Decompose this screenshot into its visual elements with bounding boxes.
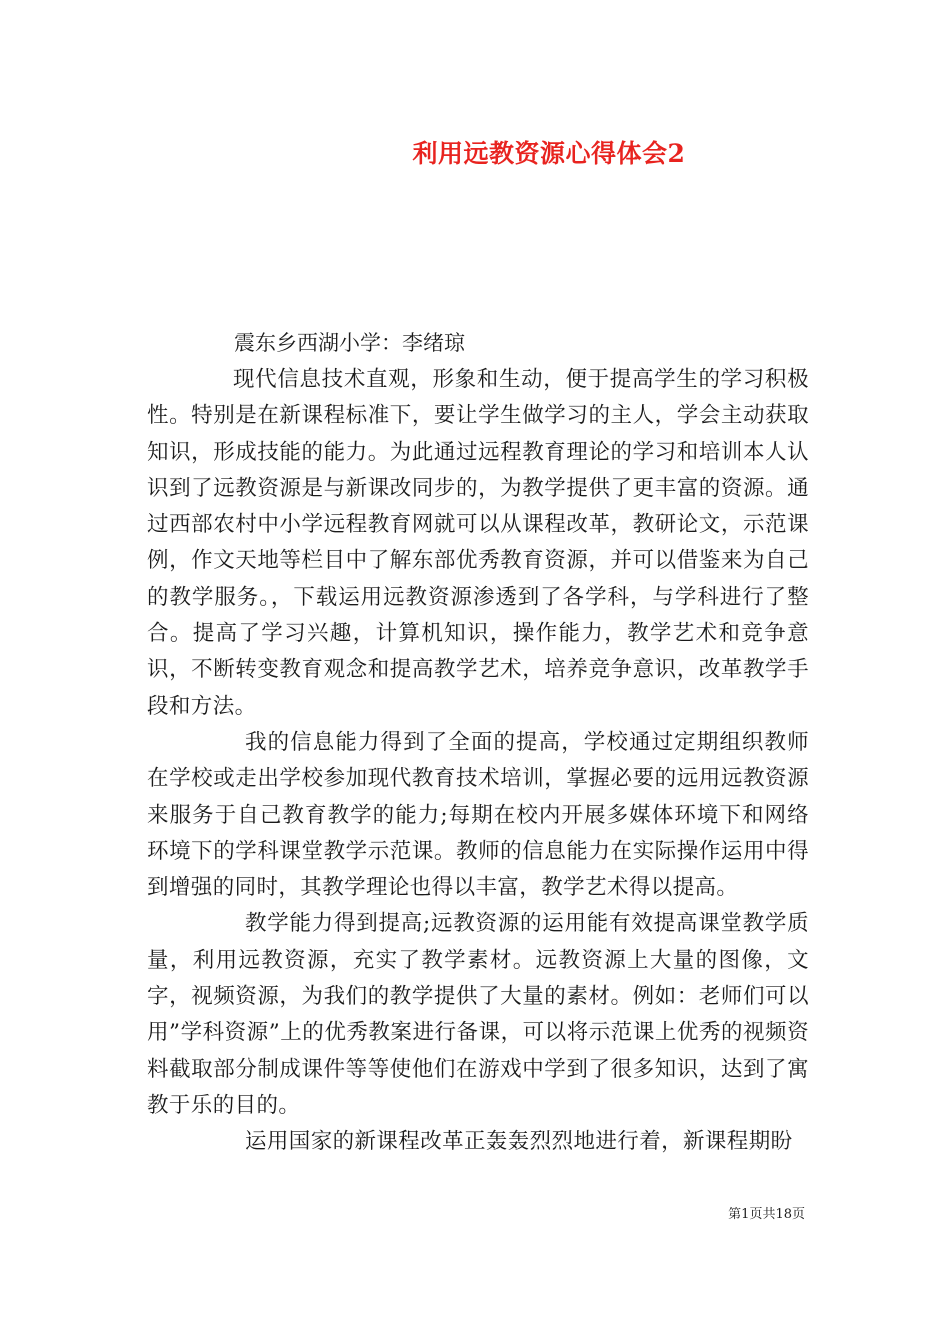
document-title: 利用远教资源心得体会2 (412, 139, 686, 168)
document-body (147, 362, 809, 1161)
paragraph-4: 运用国家的新课程改革正轰轰烈烈地进行着，新课程期盼 (245, 1129, 793, 1155)
paragraph-1: 现代信息技术直观，形象和生动，便于提高学生的学习积极性。特别是在新课程标准下，要让学生做学习的主人，学会主动获取知识，形成技能的能力。为此通过远程教育理论的学习和培训本人认识到了远教资源是与新课改同步的，为教学提供了更丰富的资源。通过西部农村中小学远程教育网就可以从课程改革，教研论文，示范课例，作文天地等栏目中了解东部优秀教育资源，并可以借鉴来为自己的教学服务。，下载运用远教资源渗透到了各学科，与学科进行了整合。提高了学习兴趣，计算机知识，操作能力，教学艺术和竞争意识，不断转变教育观念和提高教学艺术，培养竞争意识，改革教学手段和方法。 (147, 367, 809, 719)
paragraph-2: 我的信息能力得到了全面的提高，学校通过定期组织教师在学校或走出学校参加现代教育技术培训，掌握必要的远用远教资源来服务于自己教育教学的能力;每期在校内开展多媒体环境下和网络环境下的学科课堂教学示范课。教师的信息能力在实际操作运用中得到增强的同时，其教学理论也得以丰富，教学艺术得以提高。 (147, 729, 809, 901)
author-line: 震东乡西湖小学：李绪琼 (234, 331, 465, 355)
page-number-footer: 第1页共18页 (728, 1207, 805, 1222)
paragraph-3: 教学能力得到提高;远教资源的运用能有效提高课堂教学质量，利用远教资源，充实了教学素材。远教资源上大量的图像，文字，视频资源，为我们的教学提供了大量的素材。例如：老师们可以用”学科资源”上的优秀教案进行备课，可以将示范课上优秀的视频资料截取部分制成课件等等使他们在游戏中学到了很多知识，达到了寓教于乐的目的。 (147, 911, 809, 1118)
